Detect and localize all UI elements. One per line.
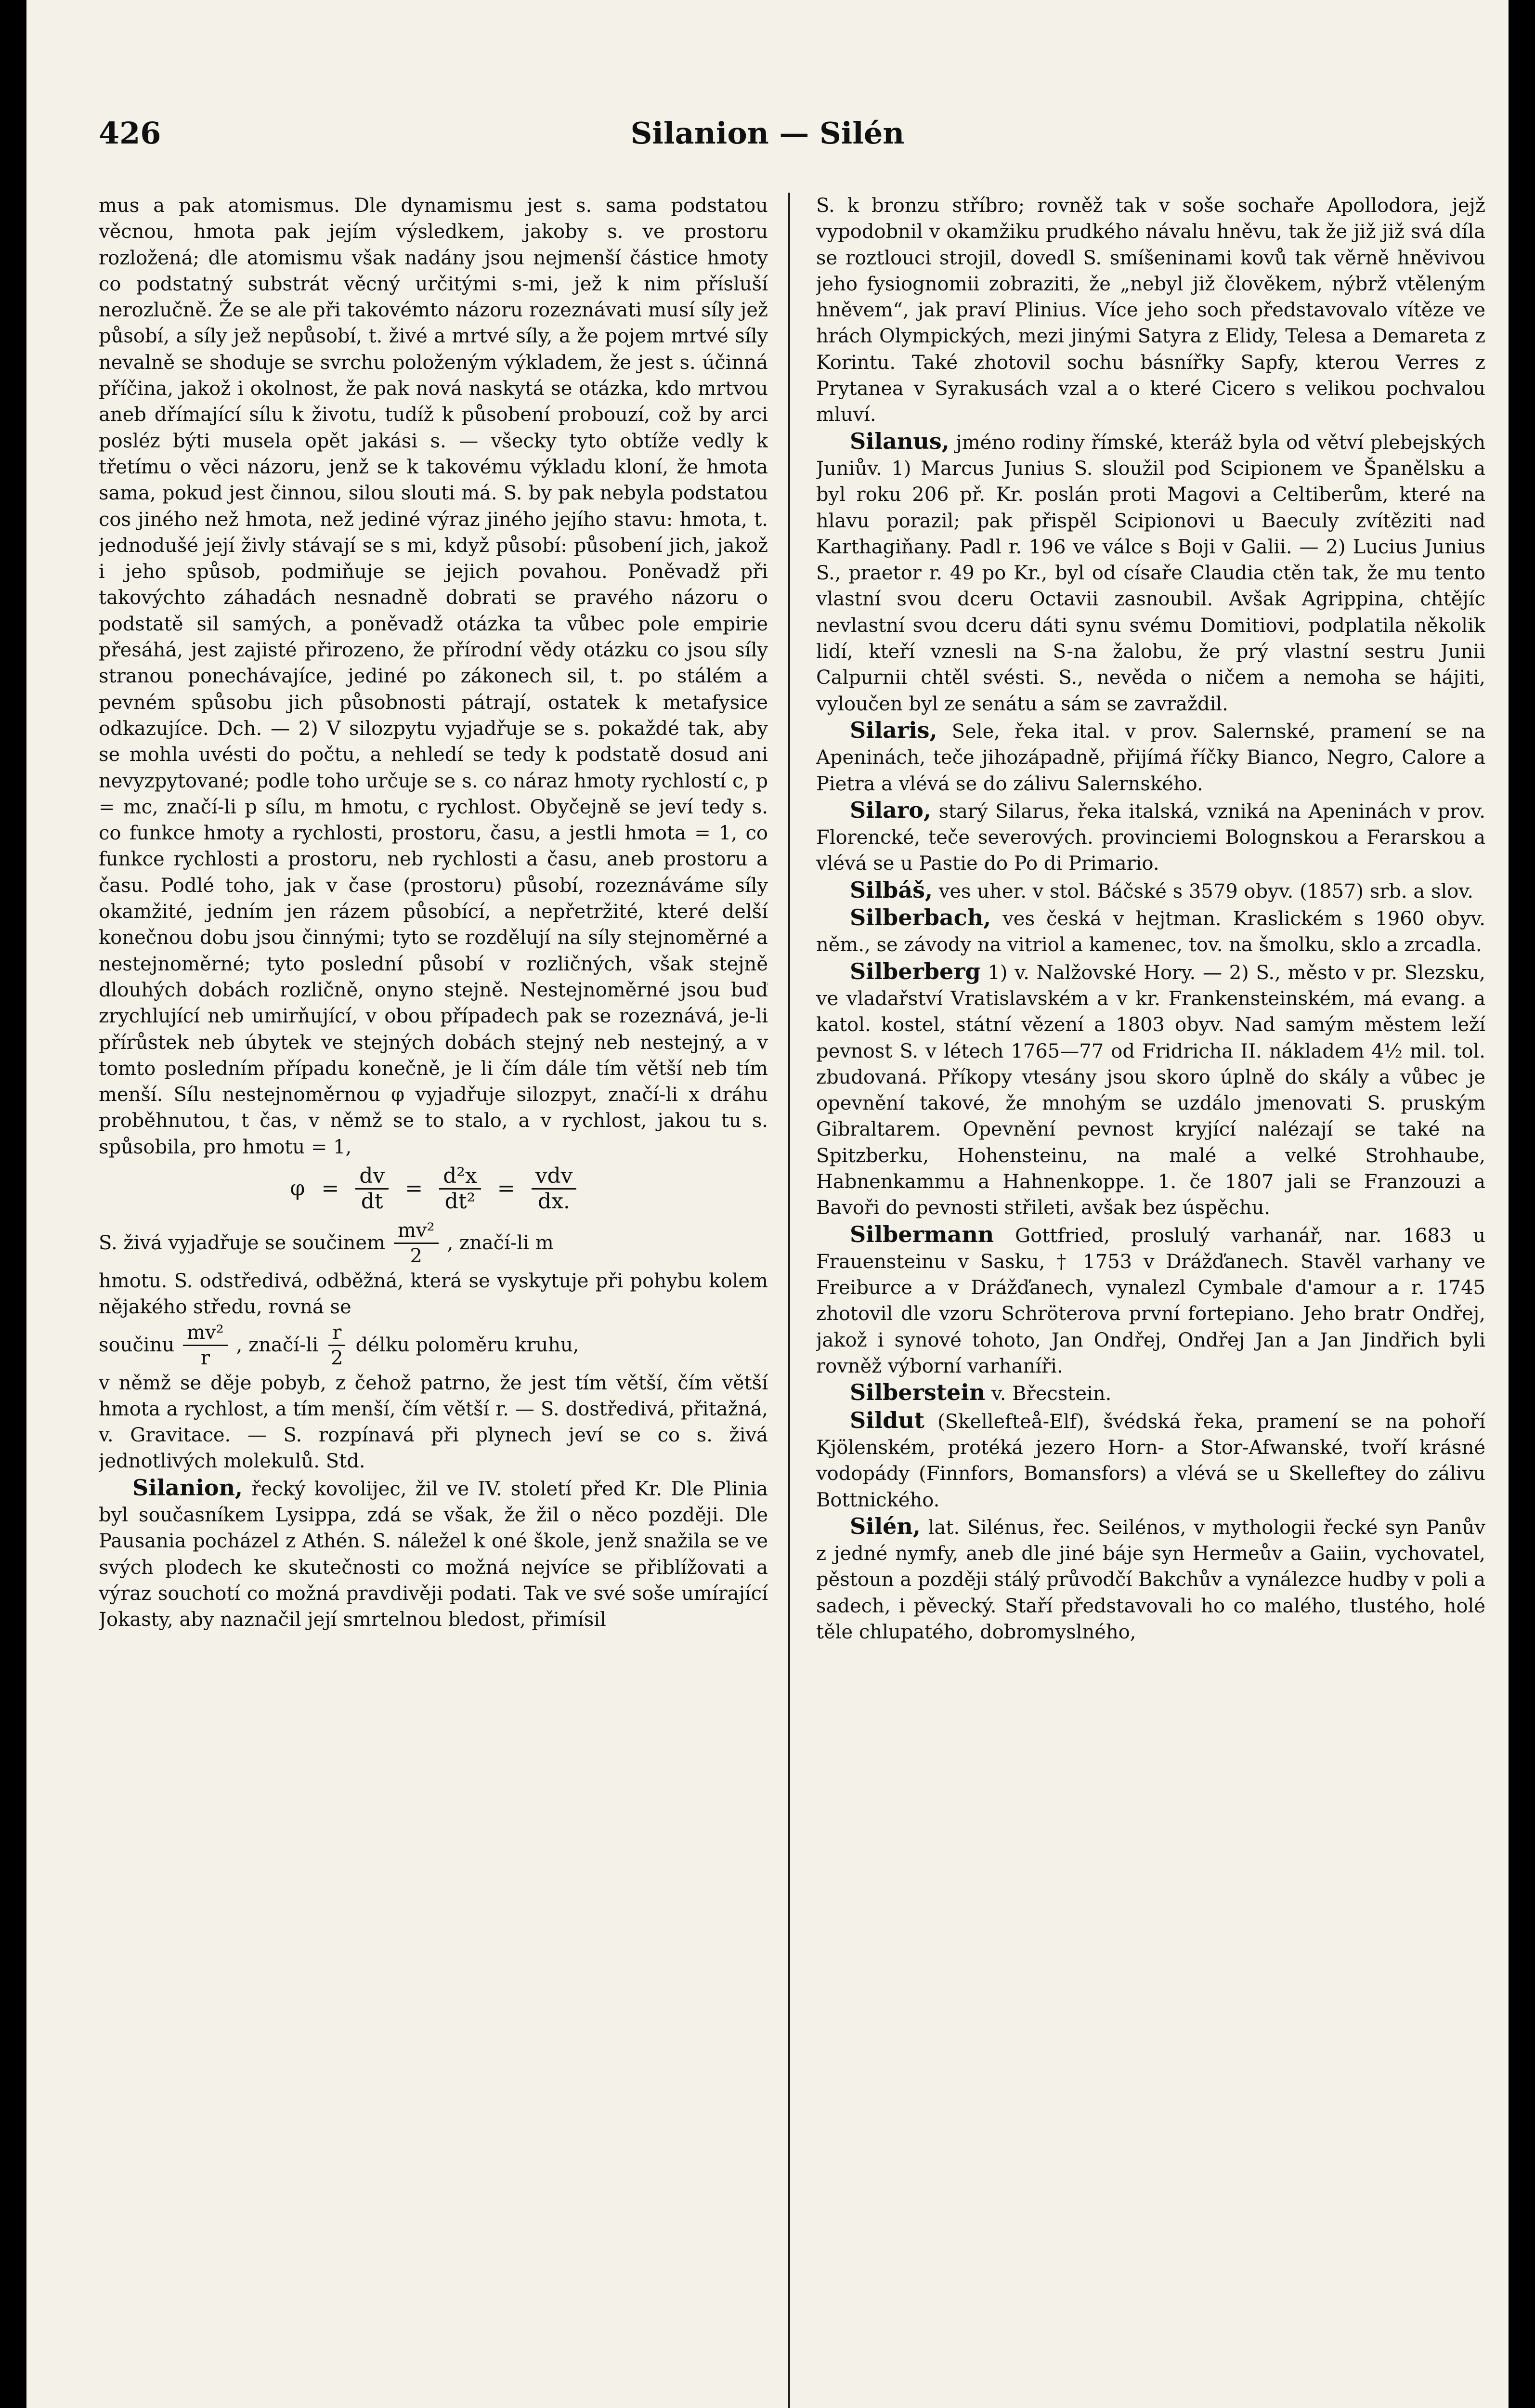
entry-silanus: Silanus, jméno rodiny římské, kteráž byla od větví plebejských Juniův. 1) Marcus Junius S. sloužil pod Scipionem ve Španělsku a byl roku 206 př. Kr. poslán proti Magovi a Celtiberům, které na hlavu porazil; pak přispěl Scipionovi u Baeculy zvítěziti nad Karthagiňany. Padl r. 196 ve válce s Boji v Galii. — 2) Lucius Junius S., praetor r. 49 po Kr., byl od císaře Claudia ctěn tak, že mu tento vlastní svou dceru Octavii zasnoubil. Avšak Agrippina, chtějíc nevlastní svou dceru dáti synu svému Domitiovi, podplatila několik lidí, kteří vznesli na S-na žalobu, že prý vlastní sestru Junii Calpurnii chtěl svésti. S., nevěda o ničem a nemoha se hájiti, vyloučen byl ze senátu a sám se zavraždil.	[816, 428, 1485, 715]
fraction-mv2-2: $\frac{\text{mv²}}{2}$	[394, 1218, 439, 1268]
page-number: 426	[99, 116, 161, 151]
entry-silen: Silén, lat. Silénus, řec. Seilénos, v mythologii řecké syn Panův z jedné nymfy, aneb dle jiné báje syn Hermeův a Gaiin, vychovatel, pěstoun a později stálý průvodčí Bakchův a vynálezce hudby v poli a sadech, i pěvecký. Staří představovali ho co malého, tlustého, holé těle chlupatého, dobromyslného,	[816, 1513, 1485, 1644]
fraction-r-2: $\frac{r}{2}$	[327, 1321, 347, 1370]
entry-headword: Silberstein	[850, 1379, 986, 1406]
left-column	[99, 193, 768, 2408]
left-paragraph-2: hmotu. S. odstředivá, odběžná, která se vyskytuje při pohybu kolem nějakého středu, rovná se	[99, 1269, 768, 1319]
formula-phi-symbol: φ	[290, 1176, 305, 1201]
entry-headword: Silberbach,	[850, 904, 991, 931]
fraction-dv-dt: $\frac{dv}{dt}$	[355, 1164, 389, 1214]
entry-sildut: Sildut (Skellefteå-Elf), švédská řeka, pramení se na pohoří Kjölenském, protéká jezero Horn- a Stor-Afwanské, tvoří krásné vodopády (Finnfors, Bomansfors) a vlévá se u Skelleftey do zálivu Bottnického.	[816, 1407, 1485, 1511]
column-divider	[788, 193, 790, 2408]
formula-phi	[99, 1164, 768, 1214]
entry-headword: Silaro,	[850, 797, 931, 823]
entry-silberbach: Silberbach, ves česká v hejtman. Kraslickém s 1960 obyv. něm., se závody na vitriol a kamenec, tov. na šmolku, sklo a zrcadla.	[816, 904, 1485, 956]
page-header	[99, 116, 1436, 159]
fraction-mv2-r: $\frac{\text{mv²}}{r}$	[183, 1321, 228, 1370]
live-force-line: S. živá vyjadřuje se součinem $\frac{\text{mv²}}{2}$ , značí-li m	[99, 1219, 554, 1267]
formula-eq-1: =	[321, 1176, 339, 1201]
left-paragraph-3: v němž se děje pobyb, z čehož patrno, že jest tím větší, čím větší hmota a rychlost, a tím menší, čím větší r. — S. dostředivá, přitažná, v. Gravitace. — S. rozpínavá při plynech jeví se co s. živá jednotlivých molekulů. Std.	[99, 1372, 768, 1473]
formula-eq-2: =	[405, 1176, 423, 1201]
running-title: Silanion — Silén	[630, 116, 905, 151]
entry-silaro: Silaro, starý Silarus, řeka italská, vzniká na Apeninách v prov. Florencké, teče severových. provinciemi Bolognskou a Ferarskou a vlévá se u Pastie do Po di Primario.	[816, 797, 1485, 875]
product-line: součinu $\frac{\text{mv²}}{r}$ , značí-li $\frac{r}{2}$ délku poloměru kruhu,	[99, 1321, 579, 1369]
page	[26, 0, 1509, 2408]
entry-headword: Silanus,	[850, 428, 950, 454]
entry-headword: Sildut	[850, 1407, 925, 1433]
left-paragraph-1: mus a pak atomismus. Dle dynamismu jest s. sama podstatou věcnou, hmota pak jejím výsledkem, jakoby s. ve prostoru rozložená; dle atomismu však nadány jsou nejmenší částice hmoty co podstatný substrát věcný určitými s-mi, jež k nim přísluší nerozlučně. Že se ale při takovémto názoru rozeznávati musí síly jež působí, a síly jež nepůsobí, t. živé a mrtvé síly, a že pojem mrtvé síly nevalně se shoduje se svrchu položeným výkladem, že jest s. účinná příčina, jakož i okolnost, že pak nová naskytá se otázka, kdo mrtvou aneb dřímající sílu k životu, tudíž k působení probouzí, což by arci posléz býti musela opět jakási s. — všecky tyto obtíže vedly k třetímu o věci názoru, jenž se k takovému výkladu kloní, že hmota sama, pokud jest činnou, silou slouti má. S. by pak nebyla podstatou cos jiného než hmota, než jediné výraz jiného jejího stavu: hmota, t. jednodušé její živly stávají se s mi, když působí: působení jich, jakož i jeho spůsob, podmiňuje se jejich povahou. Poněvadž při takovýchto záhadách nesnadně dobrati se pravého názoru o podstatě sil samých, a poněvadž otázka ta vůbec pole empirie přesáhá, jest zajisté přirozeno, že přírodní vědy otázku co jsou síly stranou ponechávajíce, jediné po zákonech sil, t. po stálém a pevném spůsobu jich působnosti pátrají, ostatek k metafysice odkazujíce. Dch. — 2) V silozpytu vyjadřuje se s. pokaždé tak, aby se mohla uvésti do počtu, a nehledí se tedy k podstatě dosud ani nevyzpytované; podle toho určuje se s. co náraz hmoty rychlostí c, p = mc, značí-li p sílu, m hmotu, c rychlost. Obyčejně se jeví tedy s. co funkce hmoty a rychlosti, prostoru, času, a jestli hmota = 1, co funkce rychlosti a prostoru, neb rychlosti a času, aneb prostoru a času. Podlé toho, jak v čase (prostoru) působí, rozeznáváme síly okamžité, jedním jen rázem působící, a nepřetržité, které delší konečnou dobu jsou činnými; tyto se rozdělují na síly stejnoměrné a nestejnoměrné; tyto poslední působí v rozličných, však stejně dlouhých dobách rozličně, onyno stejně. Nestejnoměrné jsou buď zrychlující neb umirňující, v obou případech pak se rozeznává, je-li přírůstek neb úbytek ve stejných dobách stejný neb nestejný, a v tomto posledním případu konečně, je li čím dále tím větší neb tím menší. Sílu nestejnoměrnou φ vyjadřuje silozpyt, značí-li x dráhu proběhnutou, t čas, v němž se to stalo, a v rychlost, jakou tu s. spůsobila, pro hmotu = 1,	[99, 195, 768, 1158]
right-column	[816, 193, 1485, 2408]
entry-headword: Silbermann	[850, 1221, 994, 1247]
entry-headword: Silberberg	[850, 958, 981, 984]
fraction-vdv-dx: $\frac{\text{vdv}}{dx.}$	[532, 1164, 577, 1214]
formula-eq-3: =	[497, 1176, 515, 1201]
fraction-d2x-dt2: $\frac{\text{d²x}}{\text{dt²}}$	[439, 1164, 481, 1214]
entry-headword: Silbáš,	[850, 877, 933, 903]
entry-headword: Silanion,	[132, 1474, 243, 1501]
entry-silberberg: Silberberg 1) v. Nalžovské Hory. — 2) S., město v pr. Slezsku, ve vladařství Vratislavském a v kr. Frankensteinském, má evang. a katol. kostel, státní vězení a 1803 obyv. Nad samým městem leží pevnost S. v létech 1765—77 od Fridricha II. nákladem 4½ mil. tol. zbudovaná. Příkopy vtesány jsou skoro úplně do skály a vůbec je opevnění takové, že mnohým se uzdálo jmenovati S. pruským Gibraltarem. Opevnění pevnost kryjící nalézají se také na Spitzberku, Hohensteinu, na malé a velké Strohhaube, Habnenkammu a Hahnenkoppe. 1. če 1807 jali se Franzouzi a Bavoři do pevnosti střileti, avšak bez úspěchu.	[816, 958, 1485, 1219]
entry-silbas: Silbáš, ves uher. v stol. Báčské s 3579 obyv. (1857) srb. a slov.	[850, 877, 1473, 903]
entry-silbermann: Silbermann Gottfried, proslulý varhanář, nar. 1683 u Frauensteinu v Sasku, † 1753 v Drážďanech. Stavěl varhany ve Freiburce a v Drážďanech, vynalezl Cymbale d'amour a r. 1745 zhotovil dle vzoru Schröterova první fortepiano. Jeho bratr Ondřej, jakož i synové tohoto, Jan Ondřej, Ondřej Jan a Jan Jindřich byli rovněž výborní varhaníři.	[816, 1221, 1485, 1378]
entry-silberstein: Silberstein v. Břecstein.	[850, 1379, 1112, 1406]
entry-silanion: Silanion, řecký kovolijec, žil ve IV. století před Kr. Dle Plinia byl současníkem Lysippa, zdá se však, že žil o něco později. Dle Pausania pocházel z Athén. S. náležel k oné škole, jenž snažila se ve svých plodech ke skutečnosti co možná nejvíce se přiblížovati a výraz souchotí co možná pravdivěji podati. Tak ve své soše umírající Jokasty, aby naznačil její smrtelnou bledost, přimísil	[99, 1474, 768, 1631]
entry-headword: Silén,	[850, 1513, 921, 1539]
entry-silaris: Silaris, Sele, řeka ital. v prov. Salernské, pramení se na Apeninách, teče jihozápadně, přijímá říčky Bianco, Negro, Calore a Pietra a vlévá se do zálivu Salernského.	[816, 717, 1485, 795]
right-paragraph-1: S. k bronzu stříbro; rovněž tak v soše sochaře Apollodora, jejž vypodobnil v okamžiku prudkého návalu hněvu, tak že již již svá díla se roztlouci strojil, dovedl S. smíšeninami kovů tak věrně hněvivou jeho fysiognomii zobraziti, že „nebyl již člověkem, nýbrž vtěleným hněvem“, jak praví Plinius. Více jeho soch představovalo vítěze ve hrách Olympických, mezi jinými Satyra z Elidy, Telesa a Demareta z Korintu. Také zhotovil sochu básnířky Sapfy, kterou Verres z Prytanea v Syrakusách vzal a o které Cicero s velikou pochvalou mluví.	[816, 195, 1485, 426]
entry-headword: Silaris,	[850, 717, 937, 743]
